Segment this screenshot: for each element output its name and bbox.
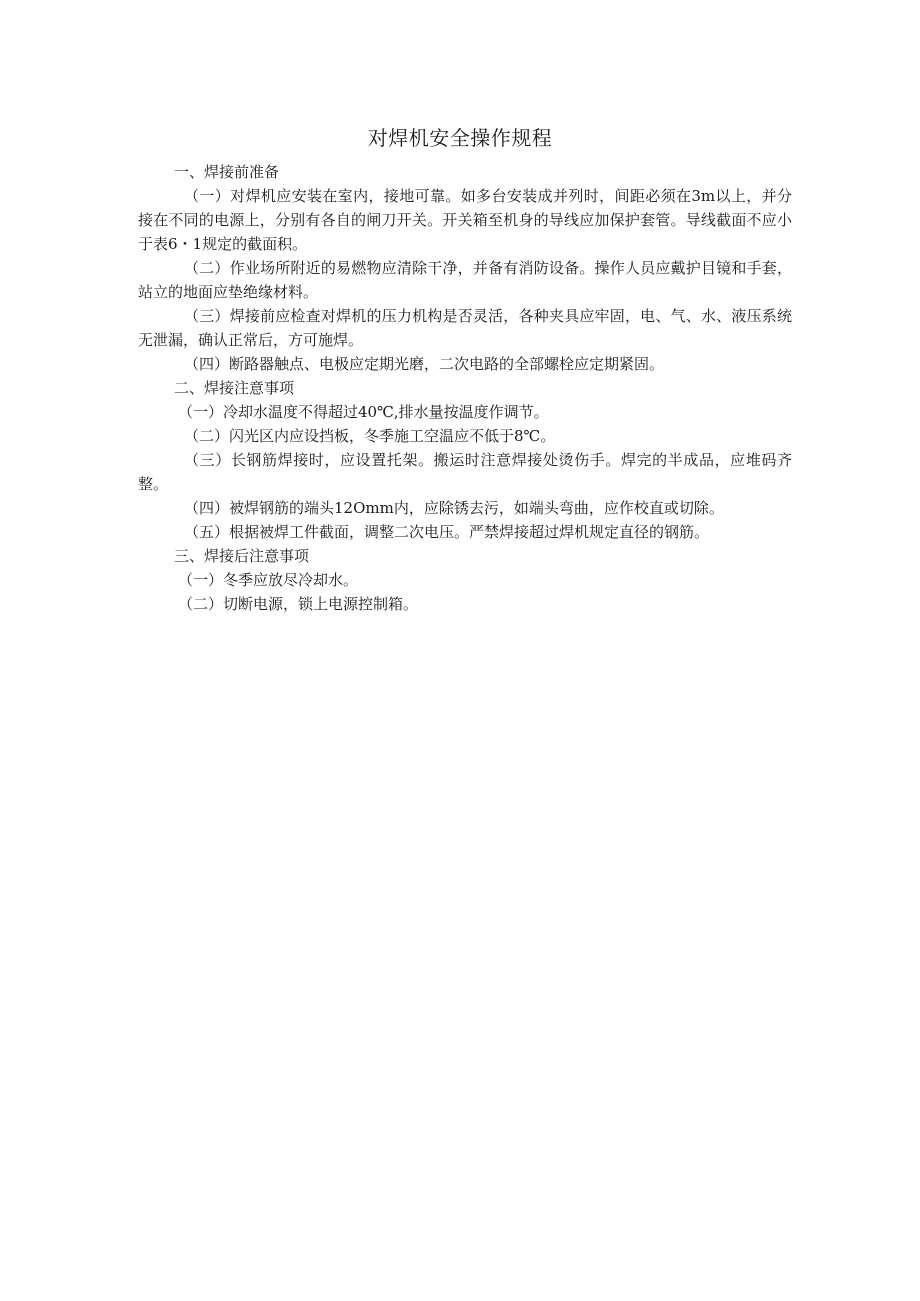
paragraph: （二）作业场所附近的易燃物应清除干净，并备有消防设备。操作人员应戴护目镜和手套，站立的地面应垫绝缘材料。 xyxy=(138,259,792,301)
paragraph: （四）被焊钢筋的端头12Omm内，应除锈去污，如端头弯曲，应作校直或切除。 xyxy=(184,499,724,517)
paragraph: （二）闪光区内应设挡板，冬季施工空温应不低于8℃。 xyxy=(184,427,556,445)
paragraph: （一）冷却水温度不得超过40℃,排水量按温度作调节。 xyxy=(178,403,549,421)
paragraph: （一）冬季应放尽冷却水。 xyxy=(178,571,359,589)
paragraph: （二）切断电源，锁上电源控制箱。 xyxy=(178,595,419,613)
document-body xyxy=(138,160,792,616)
paragraph: （四）断路器触点、电极应定期光磨，二次电路的全部螺栓应定期紧固。 xyxy=(184,355,665,373)
paragraph: （三）长钢筋焊接时，应设置托架。搬运时注意焊接处烫伤手。焊完的半成品，应堆码齐整。 xyxy=(138,451,792,493)
paragraph: （五）根据被焊工件截面，调整二次电压。严禁焊接超过焊机规定直径的钢筋。 xyxy=(184,523,710,541)
paragraph: （一）对焊机应安装在室内，接地可靠。如多台安装成并列时，间距必须在3m以上，并分接在不同的电源上，分别有各自的闸刀开关。开关箱至机身的导线应加保护套管。导线截面不应小于表6・1规定的截面积。 xyxy=(138,187,792,253)
section-heading: 一、焊接前准备 xyxy=(174,163,280,181)
document-title: 对焊机安全操作规程 xyxy=(367,126,553,150)
paragraph: （三）焊接前应检查对焊机的压力机构是否灵活，各种夹具应牢固，电、气、水、液压系统无泄漏，确认正常后，方可施焊。 xyxy=(138,307,792,349)
section-heading: 三、焊接后注意事项 xyxy=(174,547,310,565)
section-heading: 二、焊接注意事项 xyxy=(174,379,295,397)
